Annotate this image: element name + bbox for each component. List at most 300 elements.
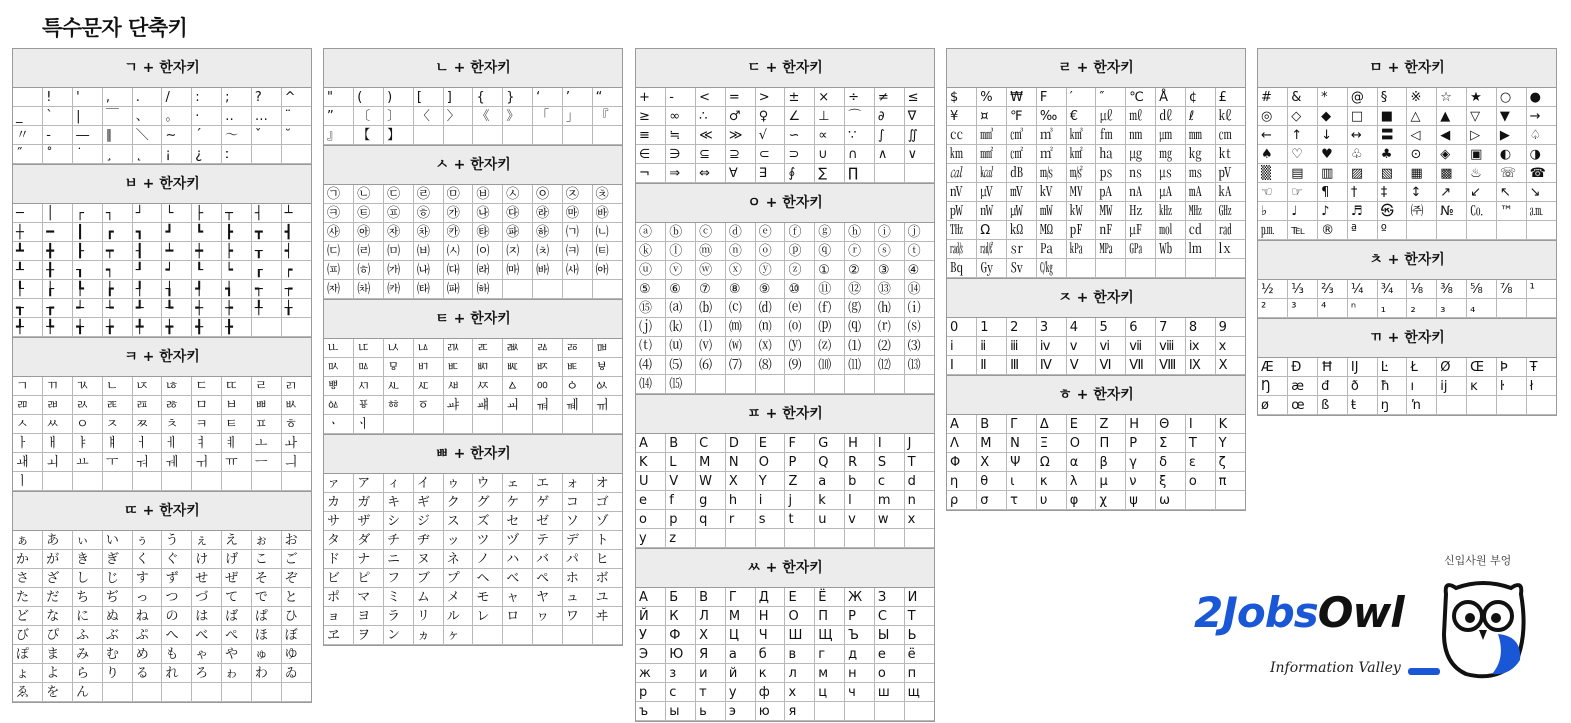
symbol-cell: ⑴: [845, 337, 875, 356]
symbol-cell: ⅸ: [1185, 337, 1215, 356]
symbol-row: [636, 434, 934, 453]
symbol-cell: ぴ: [43, 626, 73, 645]
symbol-cell: ⑩: [785, 280, 815, 299]
symbol-cell: タ: [324, 531, 354, 550]
symbol-cell: ㉩: [592, 185, 622, 204]
symbol-cell: ≠: [874, 88, 904, 107]
symbol-cell: ㉣: [413, 185, 443, 204]
symbol-cell: d: [904, 472, 934, 491]
symbol-cell: 5: [1096, 318, 1126, 337]
symbol-row: [636, 145, 934, 164]
symbol-cell: ㄳ: [73, 377, 103, 396]
symbol-row: [1258, 280, 1556, 299]
symbol-cell: ル: [443, 607, 473, 626]
column-2: [323, 48, 623, 646]
symbol-cell: ㈈: [503, 242, 533, 261]
symbol-cell: ♤: [1526, 126, 1556, 145]
symbol-row: [13, 588, 311, 607]
symbol-cell: Л: [696, 607, 726, 626]
symbol-cell: ざ: [43, 569, 73, 588]
logo-subtitle: Information Valley: [1270, 660, 1401, 676]
symbol-row: [13, 453, 311, 472]
symbol-cell: ι: [1007, 472, 1037, 491]
symbol-cell: ㎾: [1066, 202, 1096, 221]
symbol-cell: ㎮: [947, 240, 977, 259]
symbol-cell: ザ: [354, 512, 384, 531]
symbol-cell: ‰: [1036, 107, 1066, 126]
symbol-cell: ⒫: [815, 318, 845, 337]
symbol-cell: ャ: [503, 588, 533, 607]
symbol-cell: ㎡: [1036, 145, 1066, 164]
symbol-cell: ㅏ: [13, 434, 43, 453]
symbol-cell: E: [755, 434, 785, 453]
symbol-cell: [251, 145, 281, 164]
symbol-cell: 1: [977, 318, 1007, 337]
symbol-cell: ァ: [324, 474, 354, 493]
symbol-cell: +: [636, 88, 666, 107]
symbol-cell: ㅡ: [251, 453, 281, 472]
symbol-cell: Ё: [815, 588, 845, 607]
symbol-cell: [503, 280, 533, 299]
symbol-cell: ㅱ: [384, 358, 414, 377]
symbol-cell: Ⅰ: [947, 356, 977, 375]
symbol-cell: ⊇: [725, 145, 755, 164]
page-title: 특수문자 단축키: [42, 16, 188, 40]
symbol-cell: 〈: [413, 107, 443, 126]
symbol-cell: ぺ: [222, 626, 252, 645]
symbol-cell: へ: [162, 626, 192, 645]
symbol-cell: [1215, 259, 1245, 278]
symbol-cell: ㅹ: [324, 377, 354, 396]
symbol-cell: や: [222, 645, 252, 664]
symbol-row: [947, 107, 1245, 126]
symbol-cell: [592, 280, 622, 299]
symbol-cell: [1437, 396, 1467, 415]
symbol-cell: ㉶: [384, 223, 414, 242]
symbol-cell: ∇: [904, 107, 934, 126]
symbol-cell: ㅺ: [354, 377, 384, 396]
symbol-cell: →: [1526, 107, 1556, 126]
symbol-cell: ┝: [222, 242, 252, 261]
symbol-cell: ㅭ: [562, 339, 592, 358]
symbol-cell: ㏝: [1156, 240, 1186, 259]
symbol-cell: ゼ: [533, 512, 563, 531]
symbol-cell: U: [636, 472, 666, 491]
symbol-cell: ㈙: [413, 280, 443, 299]
symbol-row: [947, 491, 1245, 510]
symbol-cell: ⓘ: [874, 223, 904, 242]
symbol-cell: ㏆: [1036, 259, 1066, 278]
symbol-cell: ⓗ: [845, 223, 875, 242]
symbol-cell: К: [666, 607, 696, 626]
symbol-cell: ㅯ: [324, 358, 354, 377]
symbol-cell: ㎑: [1156, 202, 1186, 221]
symbol-cell: ㉹: [473, 223, 503, 242]
symbol-cell: ㆍ: [324, 415, 354, 434]
symbol-cell: [562, 415, 592, 434]
symbol-cell: ワ: [562, 607, 592, 626]
symbol-cell: ⓤ: [636, 261, 666, 280]
symbol-row: [636, 88, 934, 107]
symbol-cell: ㄲ: [43, 377, 73, 396]
symbol-cell: ㎸: [1036, 183, 1066, 202]
symbol-cell: ボ: [592, 569, 622, 588]
symbol-cell: ∋: [666, 145, 696, 164]
symbol-cell: ♨: [1467, 164, 1497, 183]
symbol-row: [13, 107, 311, 126]
symbol-row: [636, 299, 934, 318]
symbol-cell: [162, 683, 192, 702]
symbol-cell: О: [785, 607, 815, 626]
symbol-cell: ♂: [725, 107, 755, 126]
symbol-cell: ㎟: [977, 145, 1007, 164]
symbol-cell: Д: [755, 588, 785, 607]
symbol-row: [324, 261, 622, 280]
symbol-cell: W: [696, 472, 726, 491]
symbol-cell: u: [815, 510, 845, 529]
symbol-cell: マ: [354, 588, 384, 607]
section-title: ㅁ + 한자키: [1258, 49, 1556, 88]
symbol-cell: ¬: [636, 164, 666, 183]
symbol-cell: f: [666, 491, 696, 510]
symbol-cell: Π: [1096, 434, 1126, 453]
symbol-cell: イ: [413, 474, 443, 493]
symbol-cell: ㎪: [1066, 240, 1096, 259]
symbol-cell: æ: [1288, 377, 1318, 396]
symbol-row: [636, 126, 934, 145]
symbol-cell: J: [904, 434, 934, 453]
symbol-cell: ん: [73, 683, 103, 702]
symbol-cell: ヂ: [413, 531, 443, 550]
symbol-cell: ㉠: [324, 185, 354, 204]
symbol-cell: ㎁: [1126, 183, 1156, 202]
symbol-cell: ┟: [43, 280, 73, 299]
symbol-cell: Ο: [1066, 434, 1096, 453]
section-title: ㅋ + 한자키: [13, 338, 311, 377]
symbol-cell: ⅝: [1467, 280, 1497, 299]
symbol-cell: わ: [251, 664, 281, 683]
symbol-cell: [785, 375, 815, 394]
symbol-cell: ㈑: [473, 261, 503, 280]
symbol-cell: j: [785, 491, 815, 510]
symbol-cell: ∧: [874, 145, 904, 164]
symbol-cell: き: [73, 550, 103, 569]
symbol-cell: ☜: [1258, 183, 1288, 202]
symbol-row: [947, 472, 1245, 491]
symbol-cell: ㅨ: [413, 339, 443, 358]
symbol-cell: ㅉ: [132, 415, 162, 434]
symbol-row: [1258, 396, 1556, 415]
symbol-cell: ㈓: [533, 261, 563, 280]
symbol-cell: r: [725, 510, 755, 529]
symbol-cell: ⓛ: [666, 242, 696, 261]
symbol-cell: ウ: [473, 474, 503, 493]
symbol-cell: ㅌ: [222, 415, 252, 434]
symbol-cell: [281, 318, 311, 337]
symbol-cell: ㉻: [533, 223, 563, 242]
symbol-cell: √: [755, 126, 785, 145]
symbol-cell: Λ: [947, 434, 977, 453]
symbol-cell: ┑: [102, 261, 132, 280]
shortcut-section: [635, 549, 935, 722]
symbol-cell: ╀: [251, 299, 281, 318]
symbol-row: [636, 683, 934, 702]
symbol-cell: ː: [222, 145, 252, 164]
symbol-cell: ⊥: [815, 107, 845, 126]
symbol-cell: ┯: [102, 242, 132, 261]
symbol-cell: ⇒: [666, 164, 696, 183]
symbol-cell: ㅕ: [192, 434, 222, 453]
symbol-cell: ㅵ: [503, 358, 533, 377]
symbol-cell: ⒰: [666, 337, 696, 356]
symbol-cell: だ: [43, 588, 73, 607]
symbol-cell: ㆃ: [324, 396, 354, 415]
symbol-cell: k: [815, 491, 845, 510]
symbol-cell: ㅠ: [222, 453, 252, 472]
symbol-cell: Ъ: [845, 626, 875, 645]
symbol-cell: ⒂: [666, 375, 696, 394]
symbol-cell: ┿: [192, 242, 222, 261]
symbol-cell: ∞: [666, 107, 696, 126]
symbol-cell: ┰: [251, 242, 281, 261]
symbol-cell: 『: [592, 107, 622, 126]
symbol-cell: ぢ: [102, 588, 132, 607]
symbol-cell: œ: [1288, 396, 1318, 415]
symbol-cell: [192, 472, 222, 491]
symbol-cell: [1215, 491, 1245, 510]
symbol-cell: ツ: [473, 531, 503, 550]
symbol-cell: ∽: [785, 126, 815, 145]
symbol-cell: ε: [1185, 453, 1215, 472]
symbol-cell: ┲: [43, 299, 73, 318]
symbol-cell: а: [725, 645, 755, 664]
section-title: ㅂ + 한자키: [13, 165, 311, 204]
symbol-cell: ㎗: [1156, 107, 1186, 126]
symbol-cell: ⒬: [845, 318, 875, 337]
column-3: [635, 48, 935, 722]
symbol-cell: げ: [222, 550, 252, 569]
symbol-cell: コ: [562, 493, 592, 512]
symbol-row: [13, 261, 311, 280]
symbol-cell: [1437, 221, 1467, 240]
symbol-cell: ㈚: [443, 280, 473, 299]
symbol-cell: ♥: [1318, 145, 1348, 164]
shortcut-section: [635, 184, 935, 395]
symbol-cell: ∴: [696, 107, 726, 126]
symbol-cell: т: [696, 683, 726, 702]
symbol-cell: ㎷: [1007, 183, 1037, 202]
section-title: ㅆ + 한자키: [636, 549, 934, 588]
symbol-cell: ろ: [192, 664, 222, 683]
symbol-cell: ∂: [874, 107, 904, 126]
symbol-cell: /: [162, 88, 192, 107]
symbol-cell: ㎒: [1185, 202, 1215, 221]
symbol-cell: ガ: [354, 493, 384, 512]
symbol-grid: [324, 474, 622, 645]
symbol-cell: G: [815, 434, 845, 453]
symbol-cell: ш: [874, 683, 904, 702]
symbol-cell: ⅞: [1496, 280, 1526, 299]
symbol-cell: ┤: [251, 204, 281, 223]
symbol-cell: Ⅳ: [1036, 356, 1066, 375]
symbol-cell: Ⅷ: [1156, 356, 1186, 375]
symbol-cell: М: [725, 607, 755, 626]
symbol-cell: ∫: [874, 126, 904, 145]
symbol-cell: ☏: [1496, 164, 1526, 183]
symbol-cell: ⅳ: [1036, 337, 1066, 356]
symbol-cell: ¹: [1526, 280, 1556, 299]
symbol-cell: ㏊: [1096, 145, 1126, 164]
symbol-cell: Ⅶ: [1126, 356, 1156, 375]
symbol-cell: F: [1036, 88, 1066, 107]
symbol-row: [1258, 221, 1556, 240]
symbol-cell: ㈂: [324, 242, 354, 261]
symbol-row: [324, 204, 622, 223]
symbol-cell: ㈁: [592, 223, 622, 242]
symbol-cell: γ: [1126, 453, 1156, 472]
symbol-cell: ㆈ: [473, 396, 503, 415]
symbol-cell: [1496, 396, 1526, 415]
symbol-cell: ㅆ: [43, 415, 73, 434]
symbol-cell: ぶ: [102, 626, 132, 645]
symbol-cell: ∩: [845, 145, 875, 164]
symbol-cell: ハ: [503, 550, 533, 569]
symbol-cell: ㄶ: [162, 377, 192, 396]
symbol-cell: ,: [102, 88, 132, 107]
symbol-row: [947, 415, 1245, 434]
symbol-cell: ø: [1258, 396, 1288, 415]
symbol-cell: 】: [384, 126, 414, 145]
shortcut-section: [1257, 241, 1557, 319]
symbol-cell: ⓔ: [755, 223, 785, 242]
symbol-row: [324, 396, 622, 415]
symbol-cell: Ł: [1407, 358, 1437, 377]
symbol-grid: [324, 185, 622, 299]
symbol-cell: ˝: [13, 145, 43, 164]
symbol-cell: ⒴: [785, 337, 815, 356]
symbol-cell: ㉧: [533, 185, 563, 204]
symbol-row: [324, 474, 622, 493]
symbol-cell: Ц: [725, 626, 755, 645]
symbol-cell: ふ: [73, 626, 103, 645]
symbol-cell: З: [874, 588, 904, 607]
symbol-cell: ㅧ: [384, 339, 414, 358]
symbol-cell: ↖: [1496, 183, 1526, 202]
symbol-row: [636, 223, 934, 242]
symbol-cell: リ: [413, 607, 443, 626]
symbol-cell: ♬: [1347, 202, 1377, 221]
symbol-cell: ┛: [162, 223, 192, 242]
symbol-cell: ヰ: [592, 607, 622, 626]
symbol-cell: ц: [815, 683, 845, 702]
owl-icon: [1436, 574, 1531, 684]
symbol-cell: キ: [384, 493, 414, 512]
symbol-cell: ‥: [222, 107, 252, 126]
symbol-cell: ミ: [384, 588, 414, 607]
symbol-cell: Ω: [977, 221, 1007, 240]
symbol-cell: `: [43, 107, 73, 126]
symbol-cell: Ŧ: [1526, 358, 1556, 377]
symbol-cell: ┴: [281, 204, 311, 223]
symbol-cell: ⒣: [874, 299, 904, 318]
symbol-cell: ┚: [132, 261, 162, 280]
symbol-cell: ⁴: [1318, 299, 1348, 318]
symbol-cell: [533, 415, 563, 434]
symbol-cell: な: [43, 607, 73, 626]
symbol-row: [1258, 126, 1556, 145]
symbol-cell: ÷: [845, 88, 875, 107]
symbol-cell: ┎: [251, 261, 281, 280]
symbol-cell: Ĳ: [1347, 358, 1377, 377]
symbol-cell: к: [755, 664, 785, 683]
symbol-cell: ず: [162, 569, 192, 588]
symbol-cell: F: [785, 434, 815, 453]
symbol-cell: ╃: [13, 318, 43, 337]
symbol-cell: ¢: [1185, 88, 1215, 107]
symbol-cell: ㈜: [1407, 202, 1437, 221]
symbol-cell: ₃: [1437, 299, 1467, 318]
symbol-cell: [1126, 259, 1156, 278]
symbol-cell: y: [636, 529, 666, 548]
symbol-cell: 0: [947, 318, 977, 337]
symbol-cell: ½: [1258, 280, 1288, 299]
symbol-cell: ⒁: [636, 375, 666, 394]
symbol-cell: ⑧: [725, 280, 755, 299]
symbol-cell: [222, 472, 252, 491]
symbol-cell: 」: [562, 107, 592, 126]
symbol-cell: [592, 126, 622, 145]
symbol-cell: ω: [1156, 491, 1186, 510]
symbol-cell: ≪: [696, 126, 726, 145]
symbol-row: [324, 88, 622, 107]
symbol-cell: х: [785, 683, 815, 702]
symbol-cell: ⑬: [874, 280, 904, 299]
symbol-row: [636, 491, 934, 510]
symbol-cell: Β: [977, 415, 1007, 434]
symbol-cell: л: [785, 664, 815, 683]
symbol-cell: ≤: [904, 88, 934, 107]
symbol-cell: ╋: [43, 242, 73, 261]
symbol-cell: ×: [815, 88, 845, 107]
symbol-row: [13, 318, 311, 337]
symbol-cell: ㈍: [354, 261, 384, 280]
symbol-cell: ス: [443, 512, 473, 531]
symbol-row: [636, 645, 934, 664]
symbol-cell: [1467, 396, 1497, 415]
symbol-cell: ㆌ: [592, 396, 622, 415]
symbol-cell: Μ: [977, 434, 1007, 453]
symbol-cell: ⓡ: [845, 242, 875, 261]
symbol-cell: ヘ: [473, 569, 503, 588]
symbol-cell: ㏃: [947, 259, 977, 278]
symbol-cell: [1407, 221, 1437, 240]
symbol-cell: ℓ: [1185, 107, 1215, 126]
symbol-cell: ㅑ: [73, 434, 103, 453]
symbol-cell: ゑ: [13, 683, 43, 702]
symbol-cell: Ø: [1437, 358, 1467, 377]
symbol-cell: ㅣ: [13, 472, 43, 491]
symbol-cell: ㄽ: [73, 396, 103, 415]
symbol-cell: ♩: [1288, 202, 1318, 221]
symbol-cell: チ: [384, 531, 414, 550]
symbol-row: [324, 358, 622, 377]
symbol-cell: ピ: [354, 569, 384, 588]
symbol-cell: ㅩ: [443, 339, 473, 358]
symbol-cell: ┌: [73, 204, 103, 223]
symbol-cell: ㏜: [1007, 259, 1037, 278]
symbol-cell: ▷: [1467, 126, 1497, 145]
symbol-cell: プ: [443, 569, 473, 588]
